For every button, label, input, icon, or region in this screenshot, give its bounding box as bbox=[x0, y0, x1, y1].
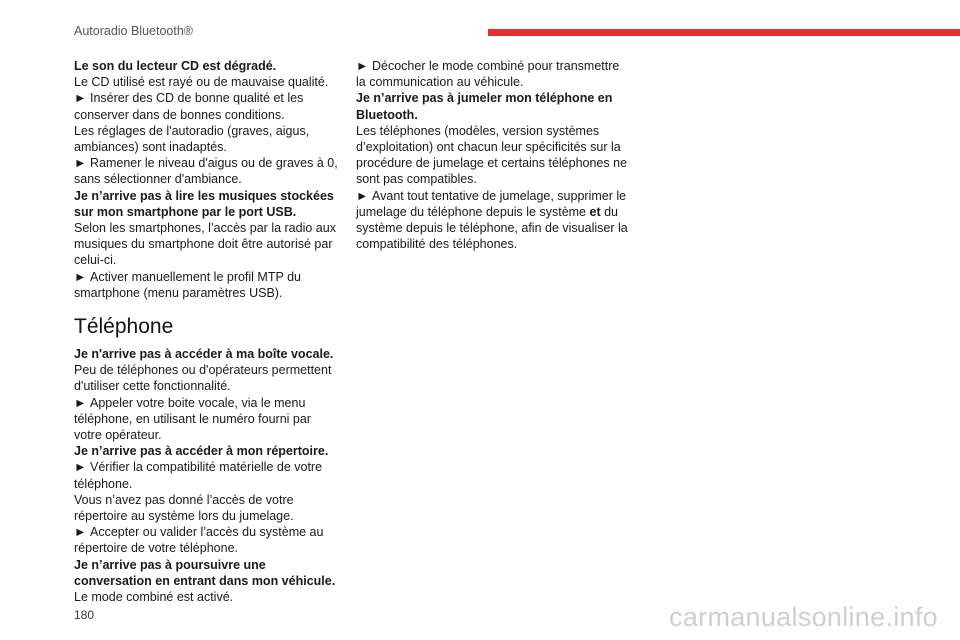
arrow-icon: ► bbox=[356, 188, 369, 203]
cause-text: Le mode combiné est activé. bbox=[74, 590, 234, 605]
emphasis-text: et bbox=[589, 204, 601, 219]
running-header: Autoradio Bluetooth® bbox=[74, 24, 194, 38]
page-number: 180 bbox=[74, 608, 95, 622]
cause-text: Selon les smartphones, l’accès par la radio aux musiques du smartphone doit être autorisé par celui-ci. bbox=[74, 221, 336, 268]
cause-text: Les téléphones (modèles, version systèmes d’exploitation) ont chacun leur spécificités sur la procédure de jumelage et certains téléphones ne sont pas compatibles. bbox=[356, 123, 628, 187]
arrow-icon: ► bbox=[74, 525, 87, 540]
arrow-icon: ► bbox=[356, 59, 369, 73]
action-item: ► Avant tout tentative de jumelage, supprimer le jumelage du téléphone depuis le système et du système depuis le téléphone, afin de visualiser la compatibilité des téléphones. bbox=[356, 188, 628, 252]
question-conversation: Je n’arrive pas à poursuivre une conversation en entrant dans mon véhicule. bbox=[74, 557, 336, 588]
action-item: ► Appeler votre boite vocale, via le menu téléphone, en utilisant le numéro fourni par votre opérateur. bbox=[74, 395, 311, 443]
arrow-icon: ► bbox=[74, 269, 87, 284]
question-directory: Je n’arrive pas à accéder à mon répertoire. bbox=[74, 444, 329, 459]
watermark: carmanualsonline.info bbox=[669, 602, 938, 632]
header-accent-bar bbox=[488, 29, 960, 36]
arrow-icon: ► bbox=[74, 395, 87, 410]
action-item: ► Vérifier la compatibilité matérielle de votre téléphone. bbox=[74, 460, 323, 491]
question-cd-sound: Le son du lecteur CD est dégradé. bbox=[74, 59, 277, 73]
left-column bbox=[74, 58, 342, 605]
question-bluetooth-pairing: Je n’arrive pas à jumeler mon téléphone en Bluetooth. bbox=[356, 91, 613, 122]
action-item: ► Ramener le niveau d'aigus ou de graves à 0, sans sélectionner d'ambiance. bbox=[74, 156, 338, 187]
action-item: ► Insérer des CD de bonne qualité et les conserver dans de bonnes conditions. bbox=[74, 91, 304, 122]
arrow-icon: ► bbox=[74, 156, 87, 171]
cause-text: Vous n’avez pas donné l’accès de votre répertoire au système lors du jumelage. bbox=[74, 492, 294, 524]
arrow-icon: ► bbox=[74, 460, 87, 475]
question-usb-music: Je n’arrive pas à lire les musiques stockées sur mon smartphone par le port USB. bbox=[74, 188, 334, 219]
arrow-icon: ► bbox=[74, 91, 87, 106]
action-item: ► Accepter ou valider l’accès du système au répertoire de votre téléphone. bbox=[74, 525, 324, 556]
cause-text: Les réglages de l'autoradio (graves, aigus, ambiances) sont inadaptés. bbox=[74, 123, 310, 155]
section-title-telephone: Téléphone bbox=[74, 315, 174, 339]
action-item: ► Activer manuellement le profil MTP du smartphone (menu paramètres USB). bbox=[74, 269, 301, 300]
cause-text: Peu de téléphones ou d'opérateurs permettent d'utiliser cette fonctionnalité. bbox=[74, 363, 332, 394]
cause-text: Le CD utilisé est rayé ou de mauvaise qualité. bbox=[74, 75, 329, 90]
action-item: ► Décocher le mode combiné pour transmettre la communication au véhicule. bbox=[356, 59, 620, 90]
question-voicemail: Je n'arrive pas à accéder à ma boîte vocale. bbox=[74, 347, 334, 362]
right-column bbox=[356, 58, 628, 252]
